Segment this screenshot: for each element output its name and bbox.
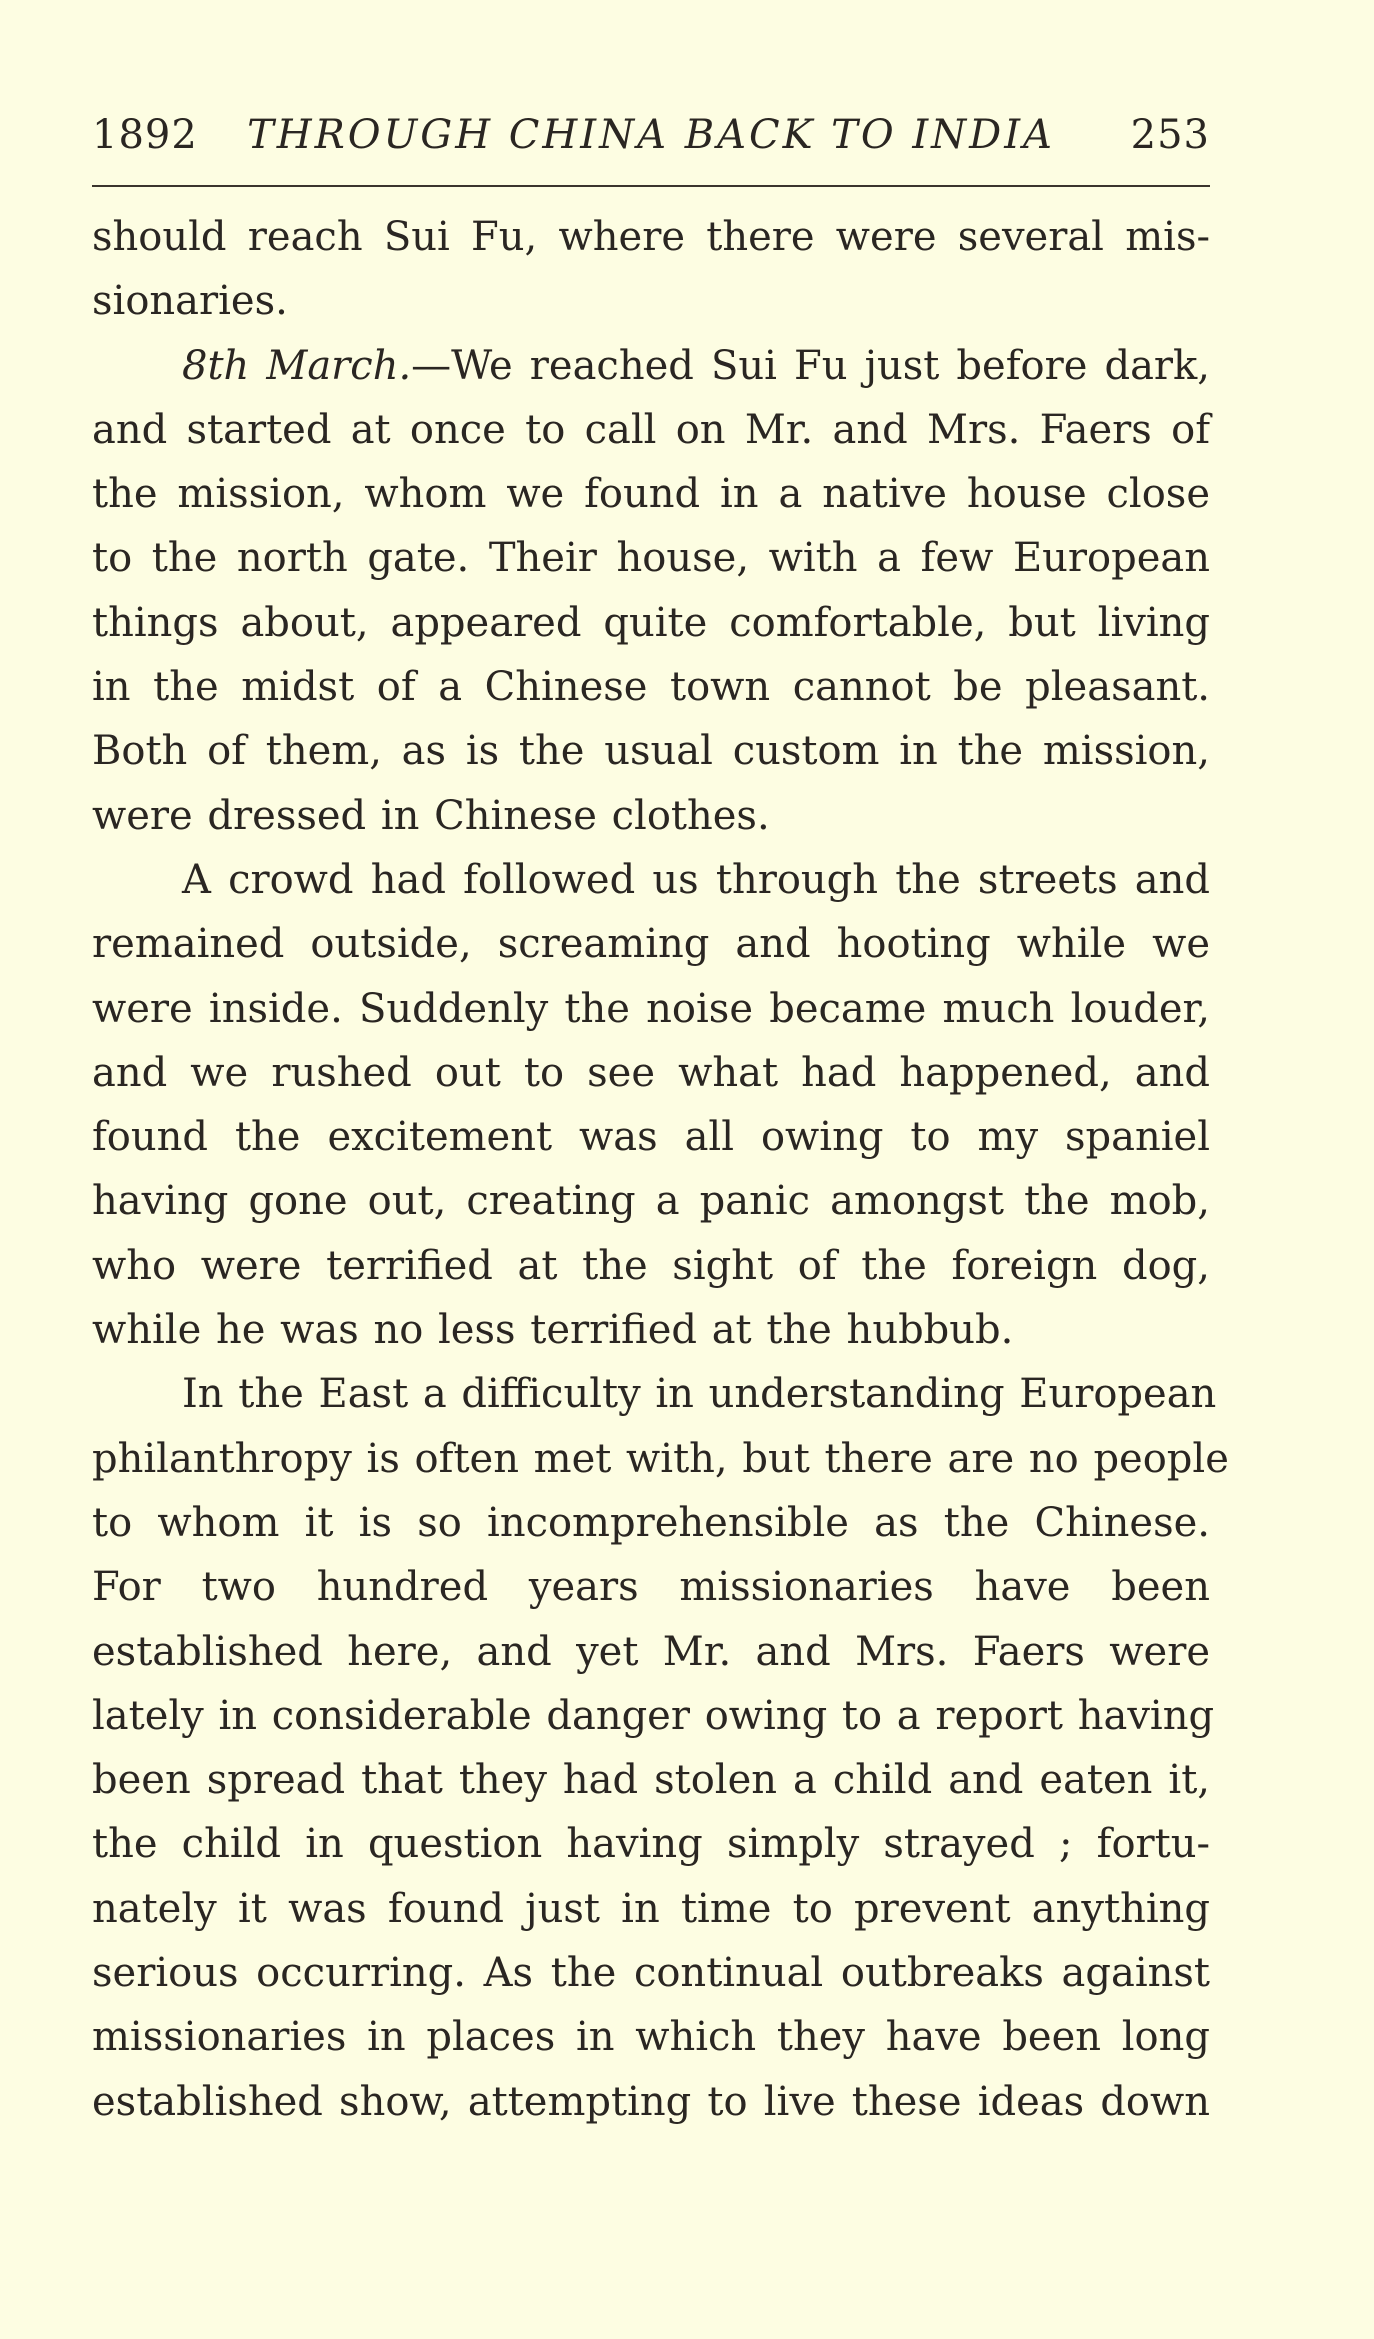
text-line-19: In the East a difficulty in understanding European	[182, 1371, 1217, 1418]
text-line-6: to the north gate. Their house, with a few European	[92, 535, 1210, 582]
text-line-3-rest: —We reached Sui Fu just before dark,	[411, 342, 1210, 389]
text-line-16: having gone out, creating a panic amongst the mob,	[92, 1178, 1210, 1225]
text-line-12: remained outside, screaming and hooting while we	[92, 921, 1210, 968]
text-line-24: lately in considerable danger owing to a report having	[92, 1692, 1215, 1739]
text-line-1: should reach Sui Fu, where there were several mis-	[92, 214, 1210, 260]
header-rule	[92, 185, 1210, 187]
text-line-17: who were terrified at the sight of the foreign dog,	[92, 1242, 1210, 1289]
text-line-2: sionaries.	[92, 278, 288, 325]
dateline: 8th March.	[182, 342, 412, 389]
text-line-29: missionaries in places in which they have been long	[92, 2014, 1210, 2061]
text-line-9: Both of them, as is the usual custom in the mission,	[92, 728, 1210, 775]
text-line-8: in the midst of a Chinese town cannot be pleasant.	[92, 664, 1210, 711]
body-text	[92, 205, 1229, 2134]
text-line-3	[92, 334, 1210, 398]
page-header	[92, 112, 1210, 168]
text-line-22: For two hundred years missionaries have been	[92, 1564, 1210, 1611]
text-line-25: been spread that they had stolen a child and eaten it,	[92, 1757, 1210, 1804]
text-line-18: while he was no less terrified at the hubbub.	[92, 1307, 1014, 1354]
text-line-10: were dressed in Chinese clothes.	[92, 792, 770, 839]
text-line-28: serious occurring. As the continual outbreaks against	[92, 1950, 1210, 1997]
text-line-4: and started at once to call on Mr. and Mrs. Faers of	[92, 406, 1210, 453]
running-title: THROUGH CHINA BACK TO INDIA	[247, 112, 1055, 158]
page-number: 253	[1130, 112, 1210, 158]
text-line-14: and we rushed out to see what had happened, and	[92, 1049, 1210, 1096]
header-year: 1892	[92, 112, 198, 158]
text-line-7: things about, appeared quite comfortable, but living	[92, 599, 1210, 646]
text-line-21: to whom it is so incomprehensible as the Chinese.	[92, 1499, 1210, 1546]
text-line-30: established show, attempting to live these ideas down	[92, 2078, 1210, 2125]
text-line-13: were inside. Suddenly the noise became much louder,	[92, 985, 1210, 1032]
text-line-27: nately it was found just in time to prevent anything	[92, 1885, 1210, 1932]
text-line-23: established here, and yet Mr. and Mrs. Faers were	[92, 1628, 1210, 1675]
text-line-11: A crowd had followed us through the streets and	[182, 856, 1210, 903]
text-line-15: found the excitement was all owing to my spaniel	[92, 1114, 1210, 1161]
text-line-5: the mission, whom we found in a native house close	[92, 471, 1210, 518]
text-line-26: the child in question having simply strayed ; fortu-	[92, 1821, 1210, 1868]
text-line-20: philanthropy is often met with, but there are no people	[92, 1435, 1229, 1482]
